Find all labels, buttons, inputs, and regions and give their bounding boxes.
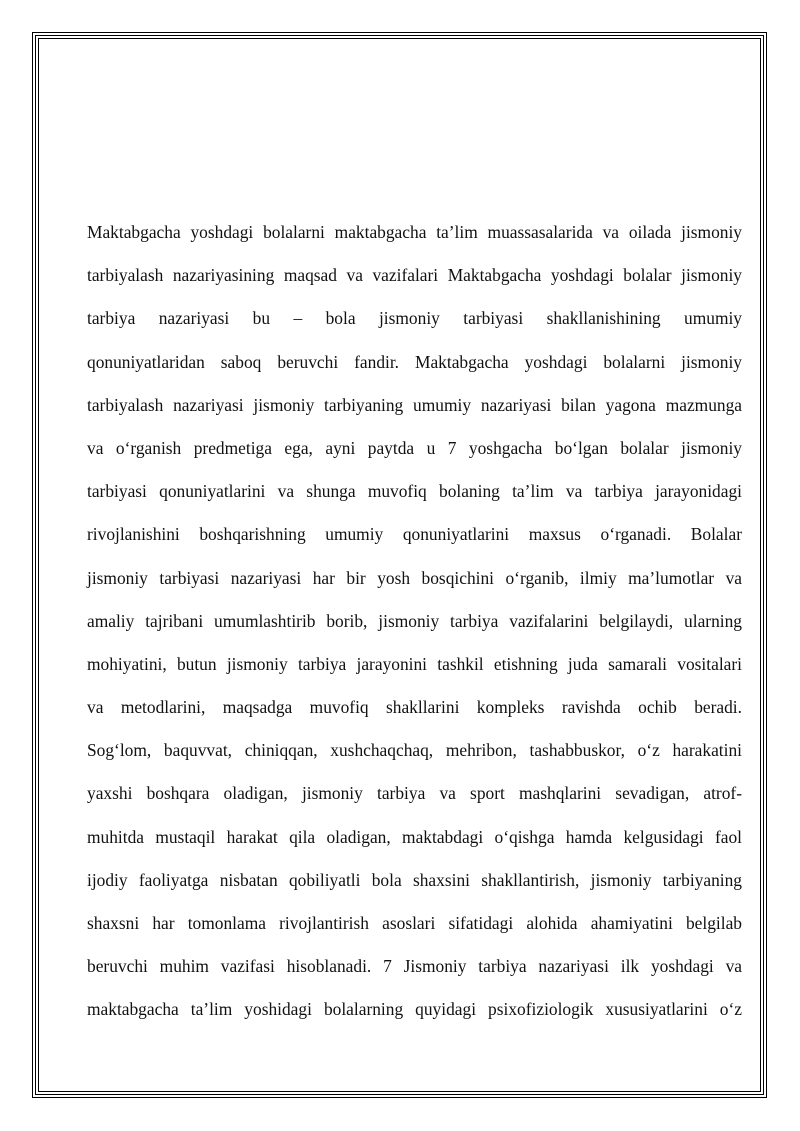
text-line: jismoniy tarbiyasi nazariyasi har bir yosh bosqichini o‘rganib, ilmiy ma’lumotlar va (87, 567, 742, 588)
text-line: muhitda mustaqil harakat qila oladigan, maktabdagi o‘qishga hamda kelgusidagi faol (87, 826, 742, 847)
text-line: beruvchi muhim vazifasi hisoblanadi. 7 Jismoniy tarbiya nazariyasi ilk yoshdagi va (87, 956, 742, 977)
text-line: va o‘rganish predmetiga ega, ayni paytda u 7 yoshgacha bo‘lgan bolalar jismoniy (87, 437, 742, 458)
text-line: ijodiy faoliyatga nisbatan qobiliyatli bola shaxsini shakllantirish, jismoniy tarbiyaning (87, 869, 742, 890)
text-line: shaxsni har tomonlama rivojlantirish asoslari sifatidagi alohida ahamiyatini belgilab (87, 913, 742, 933)
text-line: tarbiyalash nazariyasining maqsad va vazifalari Maktabgacha yoshdagi bolalar jismoniy (87, 265, 742, 286)
body-paragraph (87, 211, 742, 1032)
text-line: mohiyatini, butun jismoniy tarbiya jarayonini tashkil etishning juda samarali vositalari (87, 653, 742, 674)
text-line: tarbiya nazariyasi bu – bola jismoniy tarbiyasi shakllanishining umumiy (87, 308, 742, 329)
text-line: tarbiyasi qonuniyatlarini va shunga muvofiq bolaning ta’lim va tarbiya jarayonidagi (87, 481, 742, 502)
text-line: Maktabgacha yoshdagi bolalarni maktabgacha ta’lim muassasalarida va oilada jismoniy (87, 222, 742, 242)
text-line: tarbiyalash nazariyasi jismoniy tarbiyaning umumiy nazariyasi bilan yagona mazmunga (87, 394, 742, 415)
text-line: Sog‘lom, baquvvat, chiniqqan, xushchaqchaq, mehribon, tashabbuskor, o‘z harakatini (87, 740, 742, 761)
text-line: rivojlanishini boshqarishning umumiy qonuniyatlarini maxsus o‘rganadi. Bolalar (87, 524, 742, 545)
text-line: va metodlarini, maqsadga muvofiq shakllarini kompleks ravishda ochib beradi. (87, 697, 742, 718)
text-line: yaxshi boshqara oladigan, jismoniy tarbiya va sport mashqlarini sevadigan, atrof- (87, 783, 742, 804)
text-line: amaliy tajribani umumlashtirib borib, jismoniy tarbiya vazifalarini belgilaydi, ularning (87, 610, 742, 631)
text-line: maktabgacha ta’lim yoshidagi bolalarning quyidagi psixofiziologik xususiyatlarini o‘z (87, 999, 742, 1020)
text-line: qonuniyatlaridan saboq beruvchi fandir. Maktabgacha yoshdagi bolalarni jismoniy (87, 351, 742, 372)
